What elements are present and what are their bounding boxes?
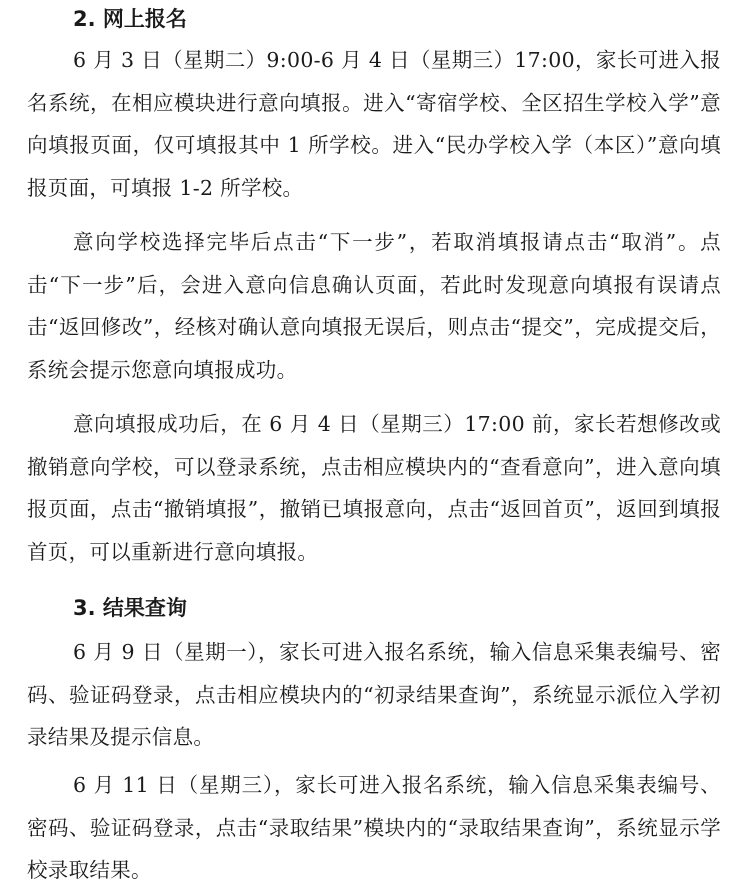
paragraph-confirm-steps: 意向学校选择完毕后点击“下一步”，若取消填报请点击“取消”。点击“下一步”后，会进入意向信息确认页面，若此时发现意向填报有误请点击“返回修改”，经核对确认意向填报无误后，则点击“提交”，完成提交后，系统会提示您意向填报成功。 (27, 230, 721, 382)
paragraph-initial-result: 6 月 9 日（星期一），家长可进入报名系统，输入信息采集表编号、密码、验证码登录，点击相应模块内的“初录结果查询”，系统显示派位入学初录结果及提示信息。 (27, 640, 721, 750)
paragraph-admission-result: 6 月 11 日（星期三），家长可进入报名系统，输入信息采集表编号、密码、验证码登录，点击“录取结果”模块内的“录取结果查询”，系统显示学校录取结果。 (27, 773, 721, 883)
section-heading-online-registration: 2. 网上报名 (73, 7, 187, 31)
paragraph-registration-time: 6 月 3 日（星期二）9:00-6 月 4 日（星期三）17:00，家长可进入报名系统，在相应模块进行意向填报。进入“寄宿学校、全区招生学校入学”意向填报页面，仅可填报其中 1 所学校。进入“民办学校入学（本区）”意向填报页面，可填报 1-2 所学校。 (27, 48, 721, 200)
section-heading-result-query: 3. 结果查询 (73, 596, 187, 620)
paragraph-modify-cancel: 意向填报成功后，在 6 月 4 日（星期三）17:00 前，家长若想修改或撤销意向学校，可以登录系统，点击相应模块内的“查看意向”，进入意向填报页面，点击“撤销填报”，撤销已填报意向，点击“返回首页”，返回到填报首页，可以重新进行意向填报。 (27, 412, 721, 564)
